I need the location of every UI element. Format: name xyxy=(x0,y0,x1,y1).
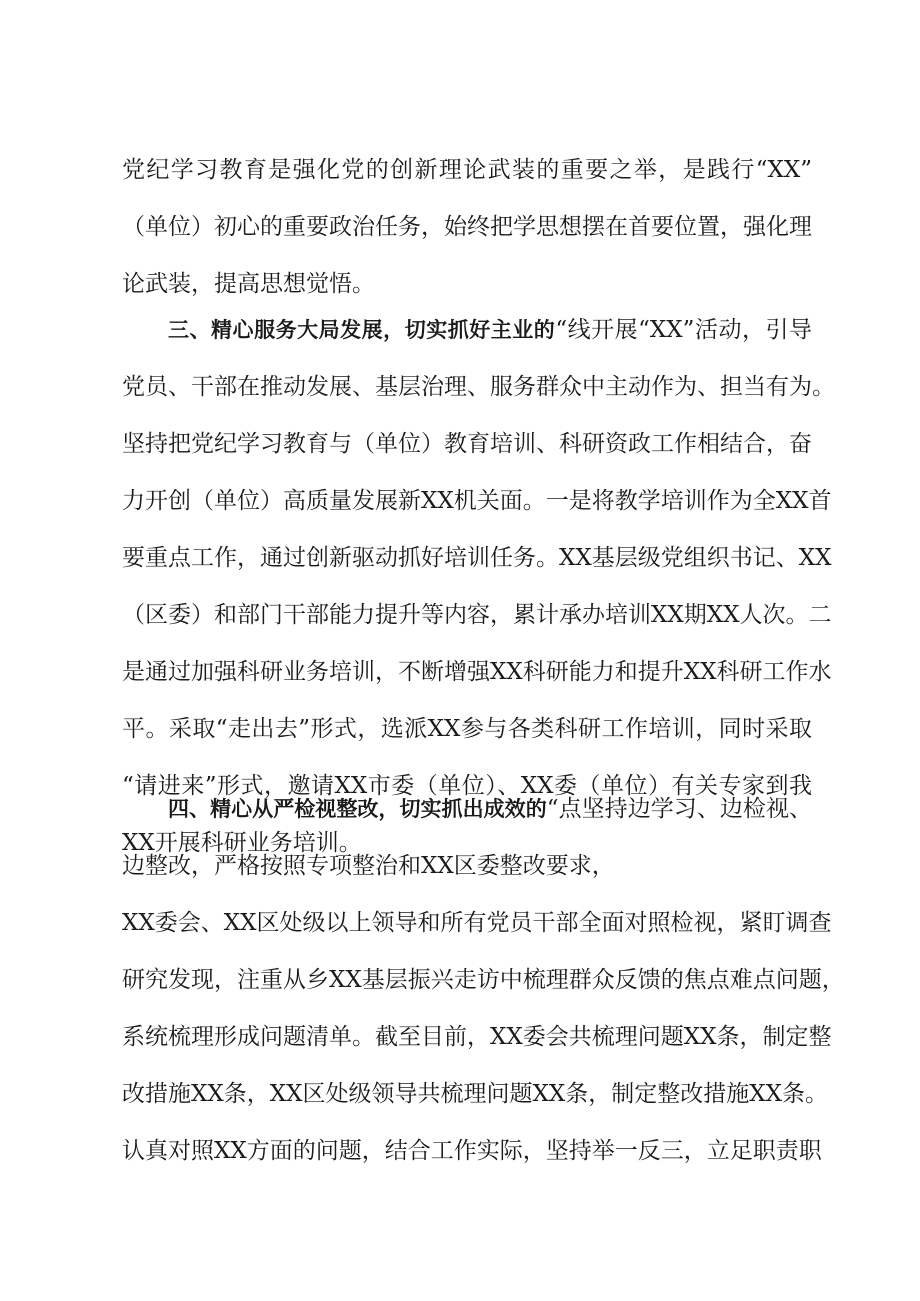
paragraph-line: 系统梳理形成问题清单。截至目前，XX委会共梳理问题XX条，制定整 xyxy=(122,1024,832,1050)
paragraph-line: XX委会、XX区处级以上领导和所有党员干部全面对照检视，紧盯调查 xyxy=(122,910,832,936)
paragraph-line: 党员、干部在推动发展、基层治理、服务群众中主动作为、担当有为。 xyxy=(122,374,835,400)
section-heading: 四、精心从严检视整改，切实抓出成效的 xyxy=(168,797,547,821)
section-heading: 三、精心服务大局发展，切实抓好主业的 xyxy=(168,318,556,342)
paragraph-line: 改措施XX条，XX区处级领导共梳理问题XX条，制定整改措施XX条。 xyxy=(122,1081,828,1107)
heading-continuation: “点坚持边学习、边检视、 xyxy=(546,796,812,822)
paragraph-line: 坚持把党纪学习教育与（单位）教育培训、科研资政工作相结合，奋 xyxy=(122,431,812,457)
paragraph-3 xyxy=(122,781,845,1180)
paragraph-line: 平。采取“走出去”形式，选派XX参与各类科研工作培训，同时采取 xyxy=(122,716,812,742)
paragraph-first-line xyxy=(122,781,812,838)
paragraph-line: 认真对照XX方面的问题，结合工作实际，坚持举一反三，立足职责职 xyxy=(122,1138,822,1164)
paragraph-first-line xyxy=(122,302,812,359)
paragraph-line: （单位）初心的重要政治任务，始终把学思想摆在首要位置，强化理 xyxy=(122,214,812,240)
paragraph-line: 要重点工作，通过创新驱动抓好培训任务。XX基层级党组织书记、XX xyxy=(122,545,832,571)
paragraph-line: XX开展科研业务培训。 xyxy=(122,830,362,856)
paragraph-line: 论武装，提高思想觉悟。 xyxy=(122,271,375,297)
paragraph-line: （区委）和部门干部能力提升等内容，累计承办培训XX期XX人次。二 xyxy=(122,602,832,628)
paragraph-line: 党纪学习教育是强化党的创新理论武装的重要之举，是践行“XX” xyxy=(122,157,812,183)
paragraph-line: 研究发现，注重从乡XX基层振兴走访中梳理群众反馈的焦点难点问题， xyxy=(122,967,845,993)
paragraph-line: 是通过加强科研业务培训，不断增强XX科研能力和提升XX科研工作水 xyxy=(122,659,832,685)
paragraph-line: 力开创（单位）高质量发展新XX机关面。一是将教学培训作为全XX首 xyxy=(122,488,832,514)
paragraph-line: “请进来”形式，邀请XX市委（单位）、XX委（单位）有关专家到我 xyxy=(122,773,812,799)
paragraph-1 xyxy=(122,142,812,313)
heading-continuation: “线开展“XX”活动，引导 xyxy=(555,317,812,343)
paragraph-line: 边整改，严格按照专项整治和XX区委整改要求， xyxy=(122,853,615,879)
